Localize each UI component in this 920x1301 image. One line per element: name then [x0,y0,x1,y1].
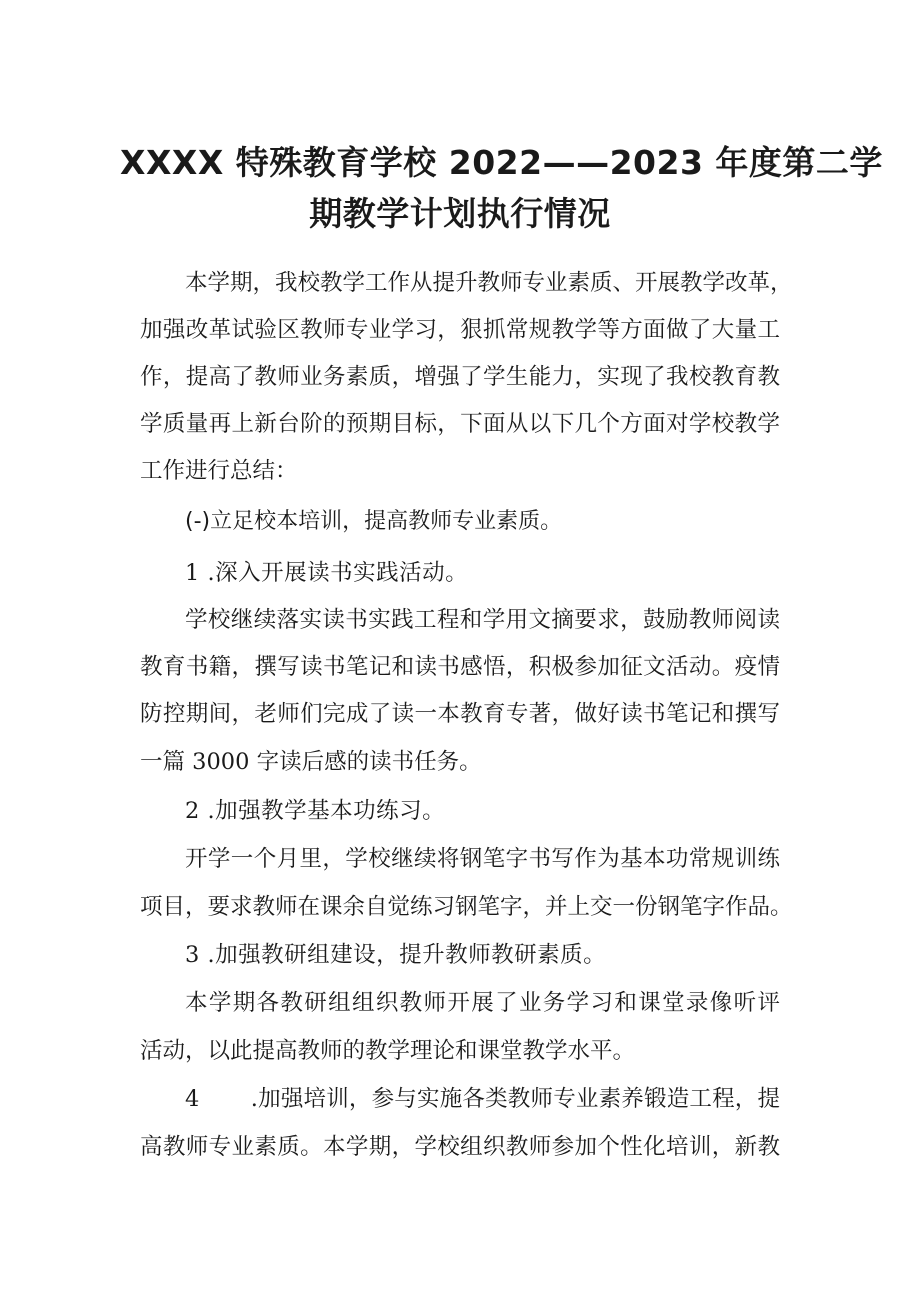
section-heading: (-)立足校本培训，提高教师专业素质。 [185,509,563,534]
item-1-line-2: 教育书籍，撰写读书笔记和读书感悟，积极参加征文活动。疫情 [140,654,780,680]
item-1-line-4: 一篇 3000 字读后感的读书任务。 [140,749,482,775]
item-2-line-2: 项目，要求教师在课余自觉练习钢笔字，并上交一份钢笔字作品。 [140,894,793,920]
intro-line-2: 加强改革试验区教师专业学习，狠抓常规教学等方面做了大量工 [140,317,780,343]
intro-line-1: 本学期，我校教学工作从提升教师专业素质、开展教学改革， [185,270,793,296]
item-2-label: 2 .加强教学基本功练习。 [185,798,446,824]
item-1-line-1: 学校继续落实读书实践工程和学用文摘要求，鼓励教师阅读 [185,607,780,633]
item-4-line-2: 高教师专业素质。本学期，学校组织教师参加个性化培训，新教 [140,1134,780,1160]
item-3-line-2: 活动，以此提高教师的教学理论和课堂教学水平。 [140,1038,636,1064]
document-title-line-1: XXXX 特殊教育学校 2022——2023 年度第二学 [120,143,883,182]
item-3-line-1: 本学期各教研组组织教师开展了业务学习和课堂录像听评 [185,990,780,1016]
document-title-line-2: 期教学计划执行情况 [309,194,611,233]
item-1-label: 1 .深入开展读书实践活动。 [185,560,469,586]
item-4-line-1: 4 .加强培训，参与实施各类教师专业素养锻造工程，提 [185,1086,780,1112]
item-3-label: 3 .加强教研组建设，提升教师教研素质。 [185,942,607,968]
intro-line-4: 学质量再上新台阶的预期目标，下面从以下几个方面对学校教学 [140,411,780,437]
item-1-line-3: 防控期间，老师们完成了读一本教育专著，做好读书笔记和撰写 [140,701,780,727]
intro-line-5: 工作进行总结： [140,458,298,484]
intro-line-3: 作，提高了教师业务素质，增强了学生能力，实现了我校教育教 [140,364,780,390]
item-2-line-1: 开学一个月里，学校继续将钢笔字书写作为基本功常规训练 [185,846,780,872]
